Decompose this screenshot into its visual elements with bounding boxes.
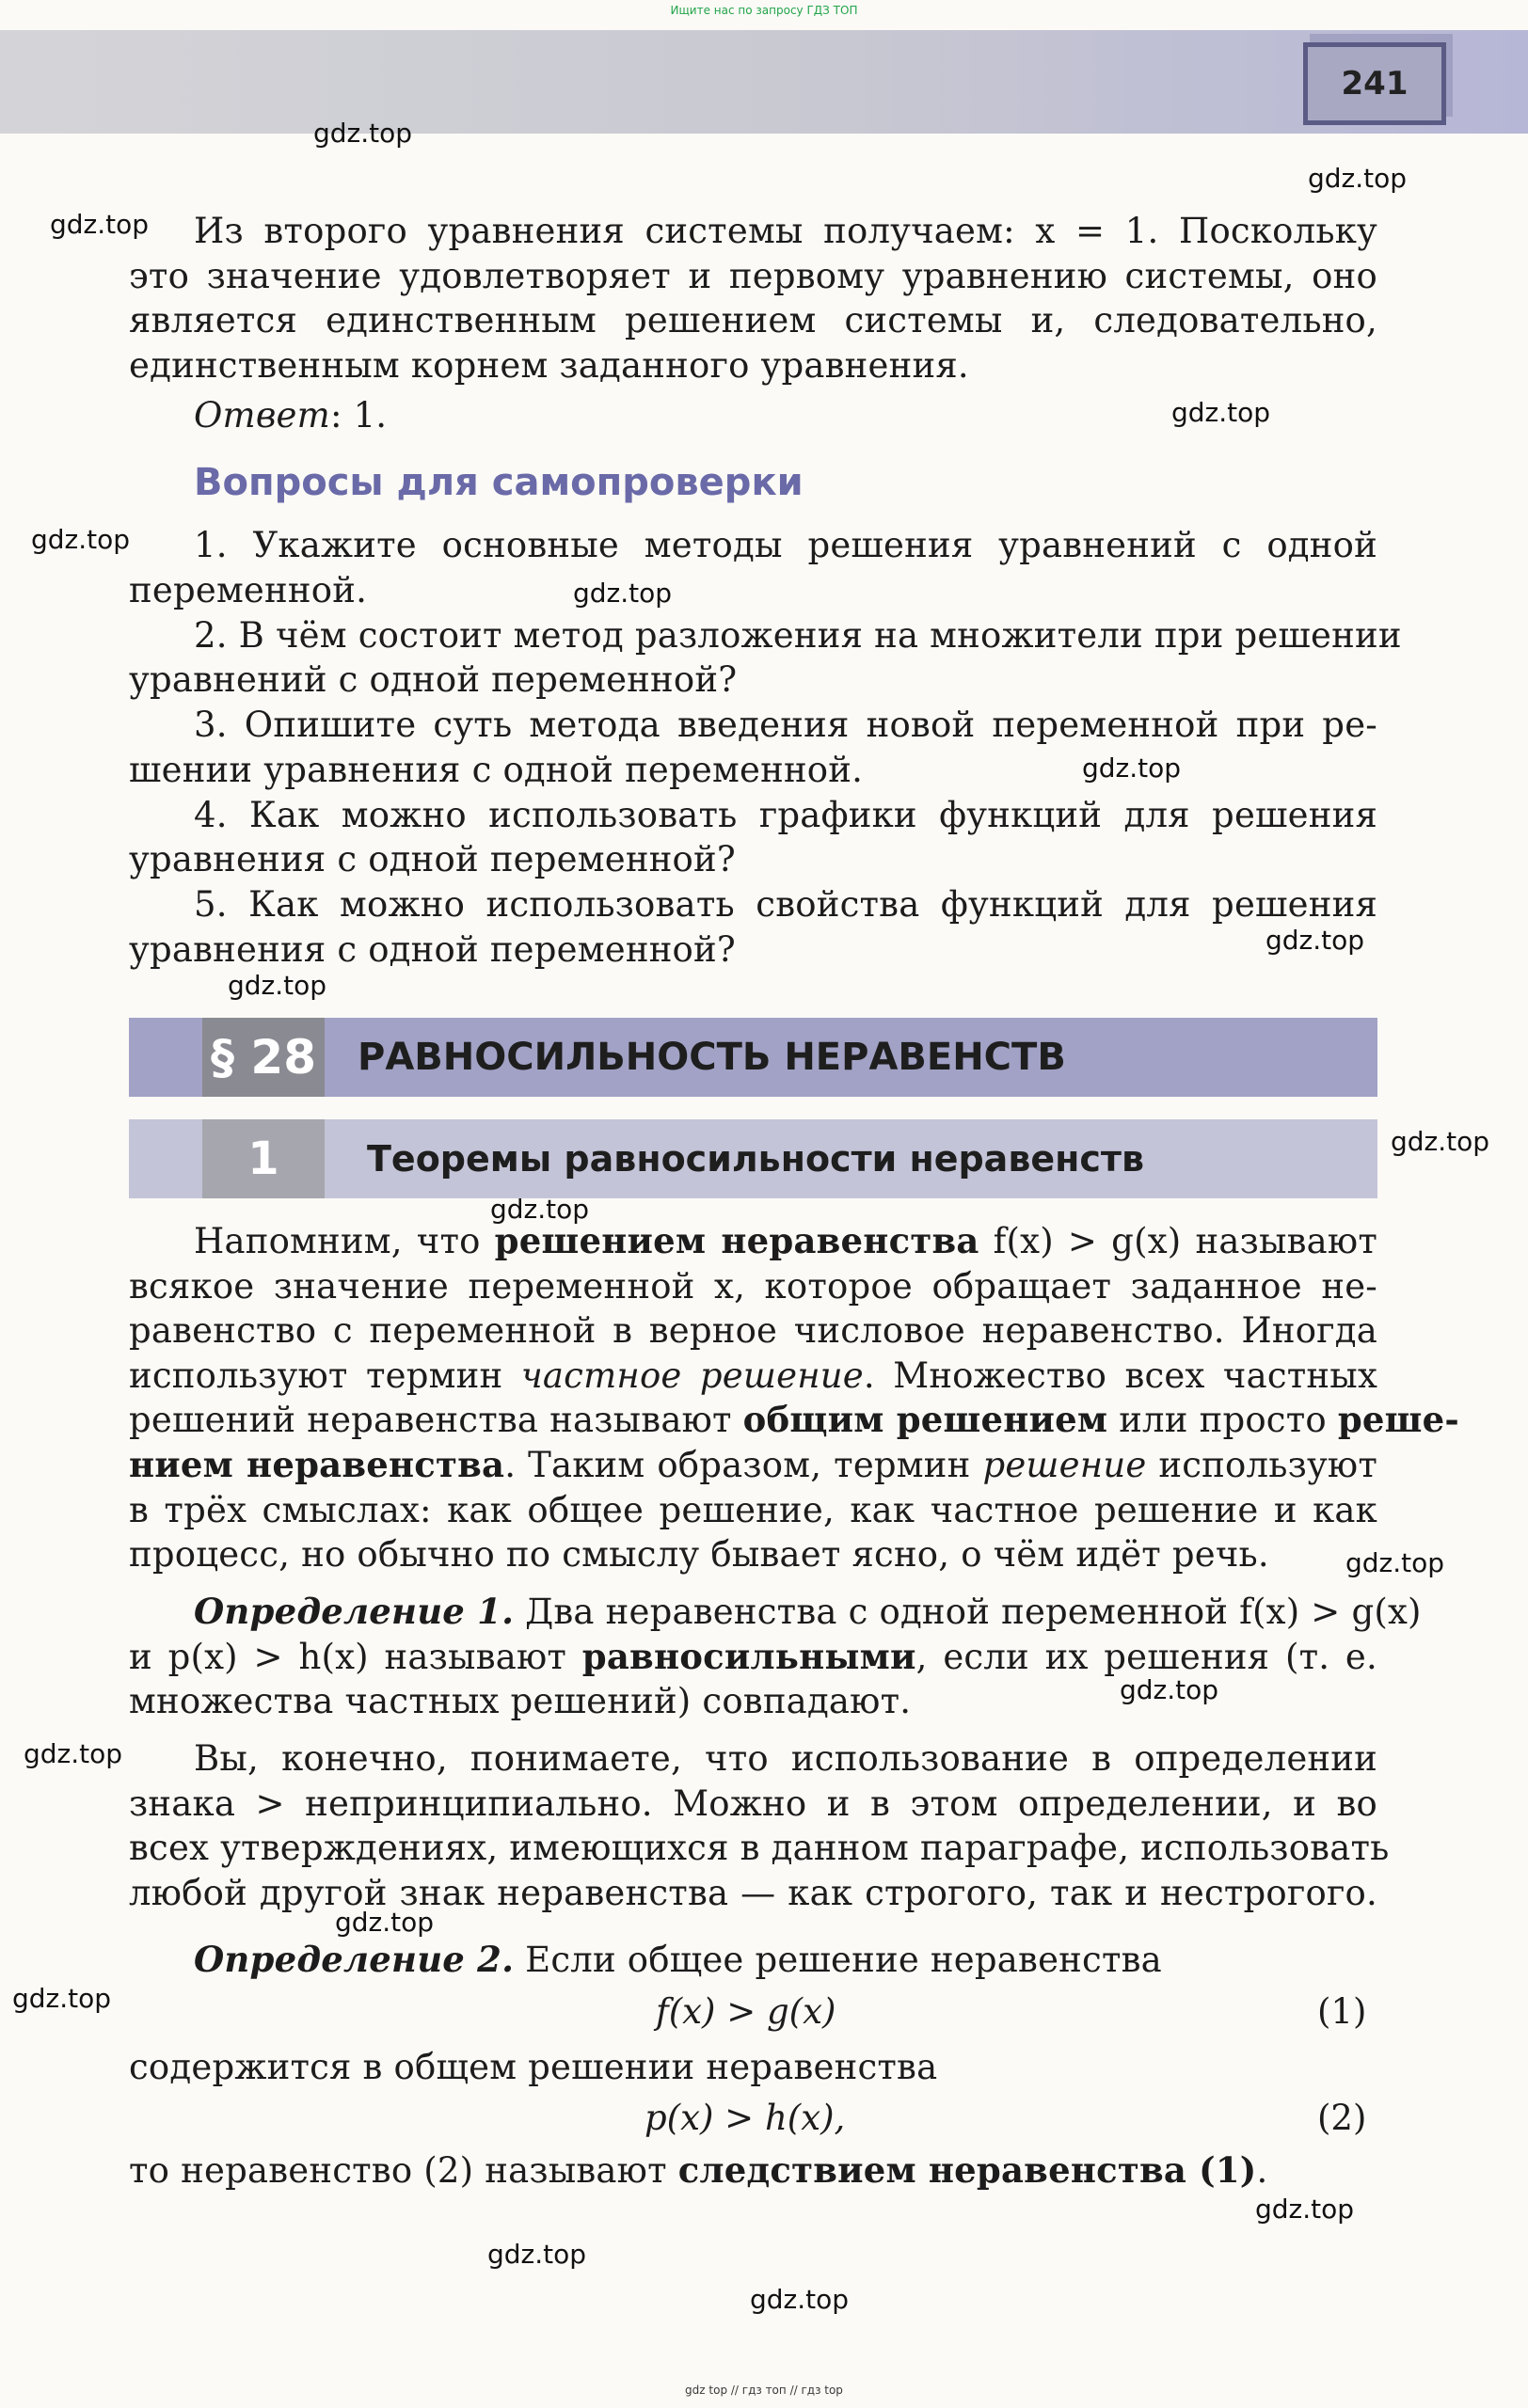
watermark: gdz.top — [750, 2284, 850, 2315]
text-run: . — [1256, 2150, 1268, 2191]
paragraph-1-line-3: является единственным решением системы и, следовательно, — [129, 300, 1377, 341]
paragraph-2-line-8: процесс, но обычно по смыслу бывает ясно, о чём идёт речь. — [129, 1534, 1269, 1575]
paragraph-2-line-3: равенство с переменной в верное числовое неравенство. Иногда — [129, 1310, 1377, 1351]
formula-1-number: (1) — [1317, 1991, 1367, 2032]
subsection-number: 1 — [202, 1119, 325, 1198]
watermark: gdz.top — [50, 209, 150, 240]
formula-2-number: (2) — [1317, 2098, 1367, 2138]
text-run: Если общее решение неравенства — [514, 1940, 1162, 1980]
watermark: gdz.top — [573, 578, 673, 609]
paragraph-3-line-2: знака > непринципиально. Можно и в этом определении, и во — [129, 1783, 1377, 1824]
watermark: gdz.top — [1120, 1674, 1219, 1705]
paragraph-2-line-6 — [129, 1443, 1377, 1487]
formula-2-text: p(x) > h(x), — [645, 2098, 846, 2138]
bottom-banner: gdz top // гдз топ // гдз top — [685, 2384, 843, 2397]
question-1-line-1: 1. Укажите основные методы решения уравнений с одной — [194, 525, 1377, 565]
paragraph-3-line-4: любой другой знак неравенства — как строгого, так и нестрогого. — [129, 1873, 1377, 1913]
watermark: gdz.top — [490, 1194, 590, 1225]
watermark: gdz.top — [313, 118, 413, 149]
text-run: , если их решения (т. е. — [915, 1637, 1377, 1677]
question-5-line-1: 5. Как можно использовать свойства функций для решения — [194, 884, 1377, 925]
term-general-solution: общим решением — [742, 1399, 1108, 1440]
watermark: gdz.top — [1391, 1126, 1490, 1157]
term-solution-bold: решением неравенства — [494, 1220, 979, 1261]
section-number: § 28 — [202, 1018, 325, 1097]
formula-1-text: f(x) > g(x) — [656, 1991, 836, 2032]
formula-2 — [645, 2096, 845, 2140]
text-run: используют — [1146, 1445, 1377, 1485]
paragraph-1-line-1: Из второго уравнения системы получаем: x = 1. Поскольку — [194, 211, 1377, 251]
text-run: Напомним, что — [194, 1221, 495, 1261]
term-solution-bold: нием неравенства — [129, 1444, 505, 1485]
watermark: gdz.top — [12, 1983, 112, 2014]
page-number: 241 — [1303, 42, 1446, 125]
answer-label: Ответ — [194, 395, 330, 436]
definition-2-label: Определение 2. — [194, 1939, 515, 1980]
text-run: Два неравенства с одной переменной f(x) > g(x) — [514, 1592, 1422, 1632]
text-run: . Таким образом, термин — [504, 1445, 983, 1485]
definition-2-line-3 — [129, 2148, 1377, 2193]
definition-1-label: Определение 1. — [194, 1591, 515, 1632]
watermark: gdz.top — [1171, 397, 1271, 428]
definition-1-line-2 — [129, 1635, 1377, 1679]
definition-1-line-3: множества частных решений) совпадают. — [129, 1681, 912, 1721]
paragraph-2-line-5 — [129, 1398, 1459, 1442]
term-solution-italic: решение — [982, 1445, 1147, 1485]
formula-1 — [656, 1989, 836, 2034]
question-2-line-1: 2. В чём состоит метод разложения на множители при решении — [194, 615, 1402, 656]
text-run: решений неравенства называют — [129, 1400, 743, 1440]
text-run: f(x) > g(x) называют — [979, 1221, 1377, 1261]
paragraph-2-line-4 — [129, 1354, 1377, 1398]
answer-value: : 1. — [329, 395, 388, 436]
top-banner: Ищите нас по запросу ГДЗ ТОП — [670, 4, 858, 17]
watermark: gdz.top — [1308, 163, 1408, 194]
paragraph-2-line-1 — [194, 1219, 1377, 1263]
watermark: gdz.top — [1255, 2194, 1355, 2225]
question-3-line-2: шении уравнения с одной переменной. — [129, 750, 864, 790]
paragraph-2-line-2: всякое значение переменной x, которое обращает заданное не- — [129, 1266, 1377, 1307]
paragraph-1-line-2: это значение удовлетворяет и первому уравнению системы, оно — [129, 256, 1377, 296]
text-run: используют термин — [129, 1355, 521, 1396]
question-2-line-2: уравнений с одной переменной? — [129, 659, 738, 700]
text-run: и p(x) > h(x) называют — [129, 1637, 582, 1677]
watermark: gdz.top — [228, 970, 327, 1001]
question-4-line-2: уравнения с одной переменной? — [129, 839, 736, 879]
paragraph-3-line-3: всех утверждениях, имеющихся в данном параграфе, использовать — [129, 1828, 1390, 1868]
watermark: gdz.top — [335, 1907, 435, 1938]
questions-heading: Вопросы для самопроверки — [194, 461, 804, 504]
watermark: gdz.top — [1265, 925, 1365, 956]
text-run: или просто — [1107, 1400, 1338, 1440]
text-run: то неравенство (2) называют — [129, 2150, 678, 2191]
watermark: gdz.top — [31, 524, 131, 555]
watermark: gdz.top — [24, 1738, 123, 1769]
question-5-line-2: уравнения с одной переменной? — [129, 929, 736, 970]
term-equivalent: равносильными — [581, 1636, 916, 1677]
term-solution-bold: реше- — [1337, 1399, 1459, 1440]
definition-2-line-1 — [194, 1938, 1377, 1982]
question-3-line-1: 3. Опишите суть метода введения новой переменной при ре- — [194, 705, 1377, 745]
paragraph-1-line-4: единственным корнем заданного уравнения. — [129, 345, 969, 386]
question-4-line-1: 4. Как можно использовать графики функций для решения — [194, 795, 1377, 835]
section-title: РАВНОСИЛЬНОСТЬ НЕРАВЕНСТВ — [358, 1036, 1066, 1079]
watermark: gdz.top — [487, 2239, 587, 2270]
watermark: gdz.top — [1082, 752, 1182, 784]
definition-2-line-2: содержится в общем решении неравенства — [129, 2047, 938, 2087]
definition-1-line-1 — [194, 1590, 1422, 1634]
paragraph-3-line-1: Вы, конечно, понимаете, что использование в определении — [194, 1738, 1377, 1779]
question-1-line-2: переменной. — [129, 570, 368, 610]
watermark: gdz.top — [1345, 1547, 1445, 1578]
subsection-title: Теоремы равносильности неравенств — [367, 1138, 1144, 1180]
paragraph-2-line-7: в трёх смыслах: как общее решение, как частное решение и как — [129, 1490, 1377, 1530]
text-run: . Множество всех частных — [863, 1355, 1378, 1396]
term-partial-solution: частное решение — [520, 1355, 864, 1396]
term-consequence: следствием неравенства (1) — [677, 2149, 1257, 2191]
page-header-band — [0, 30, 1528, 134]
